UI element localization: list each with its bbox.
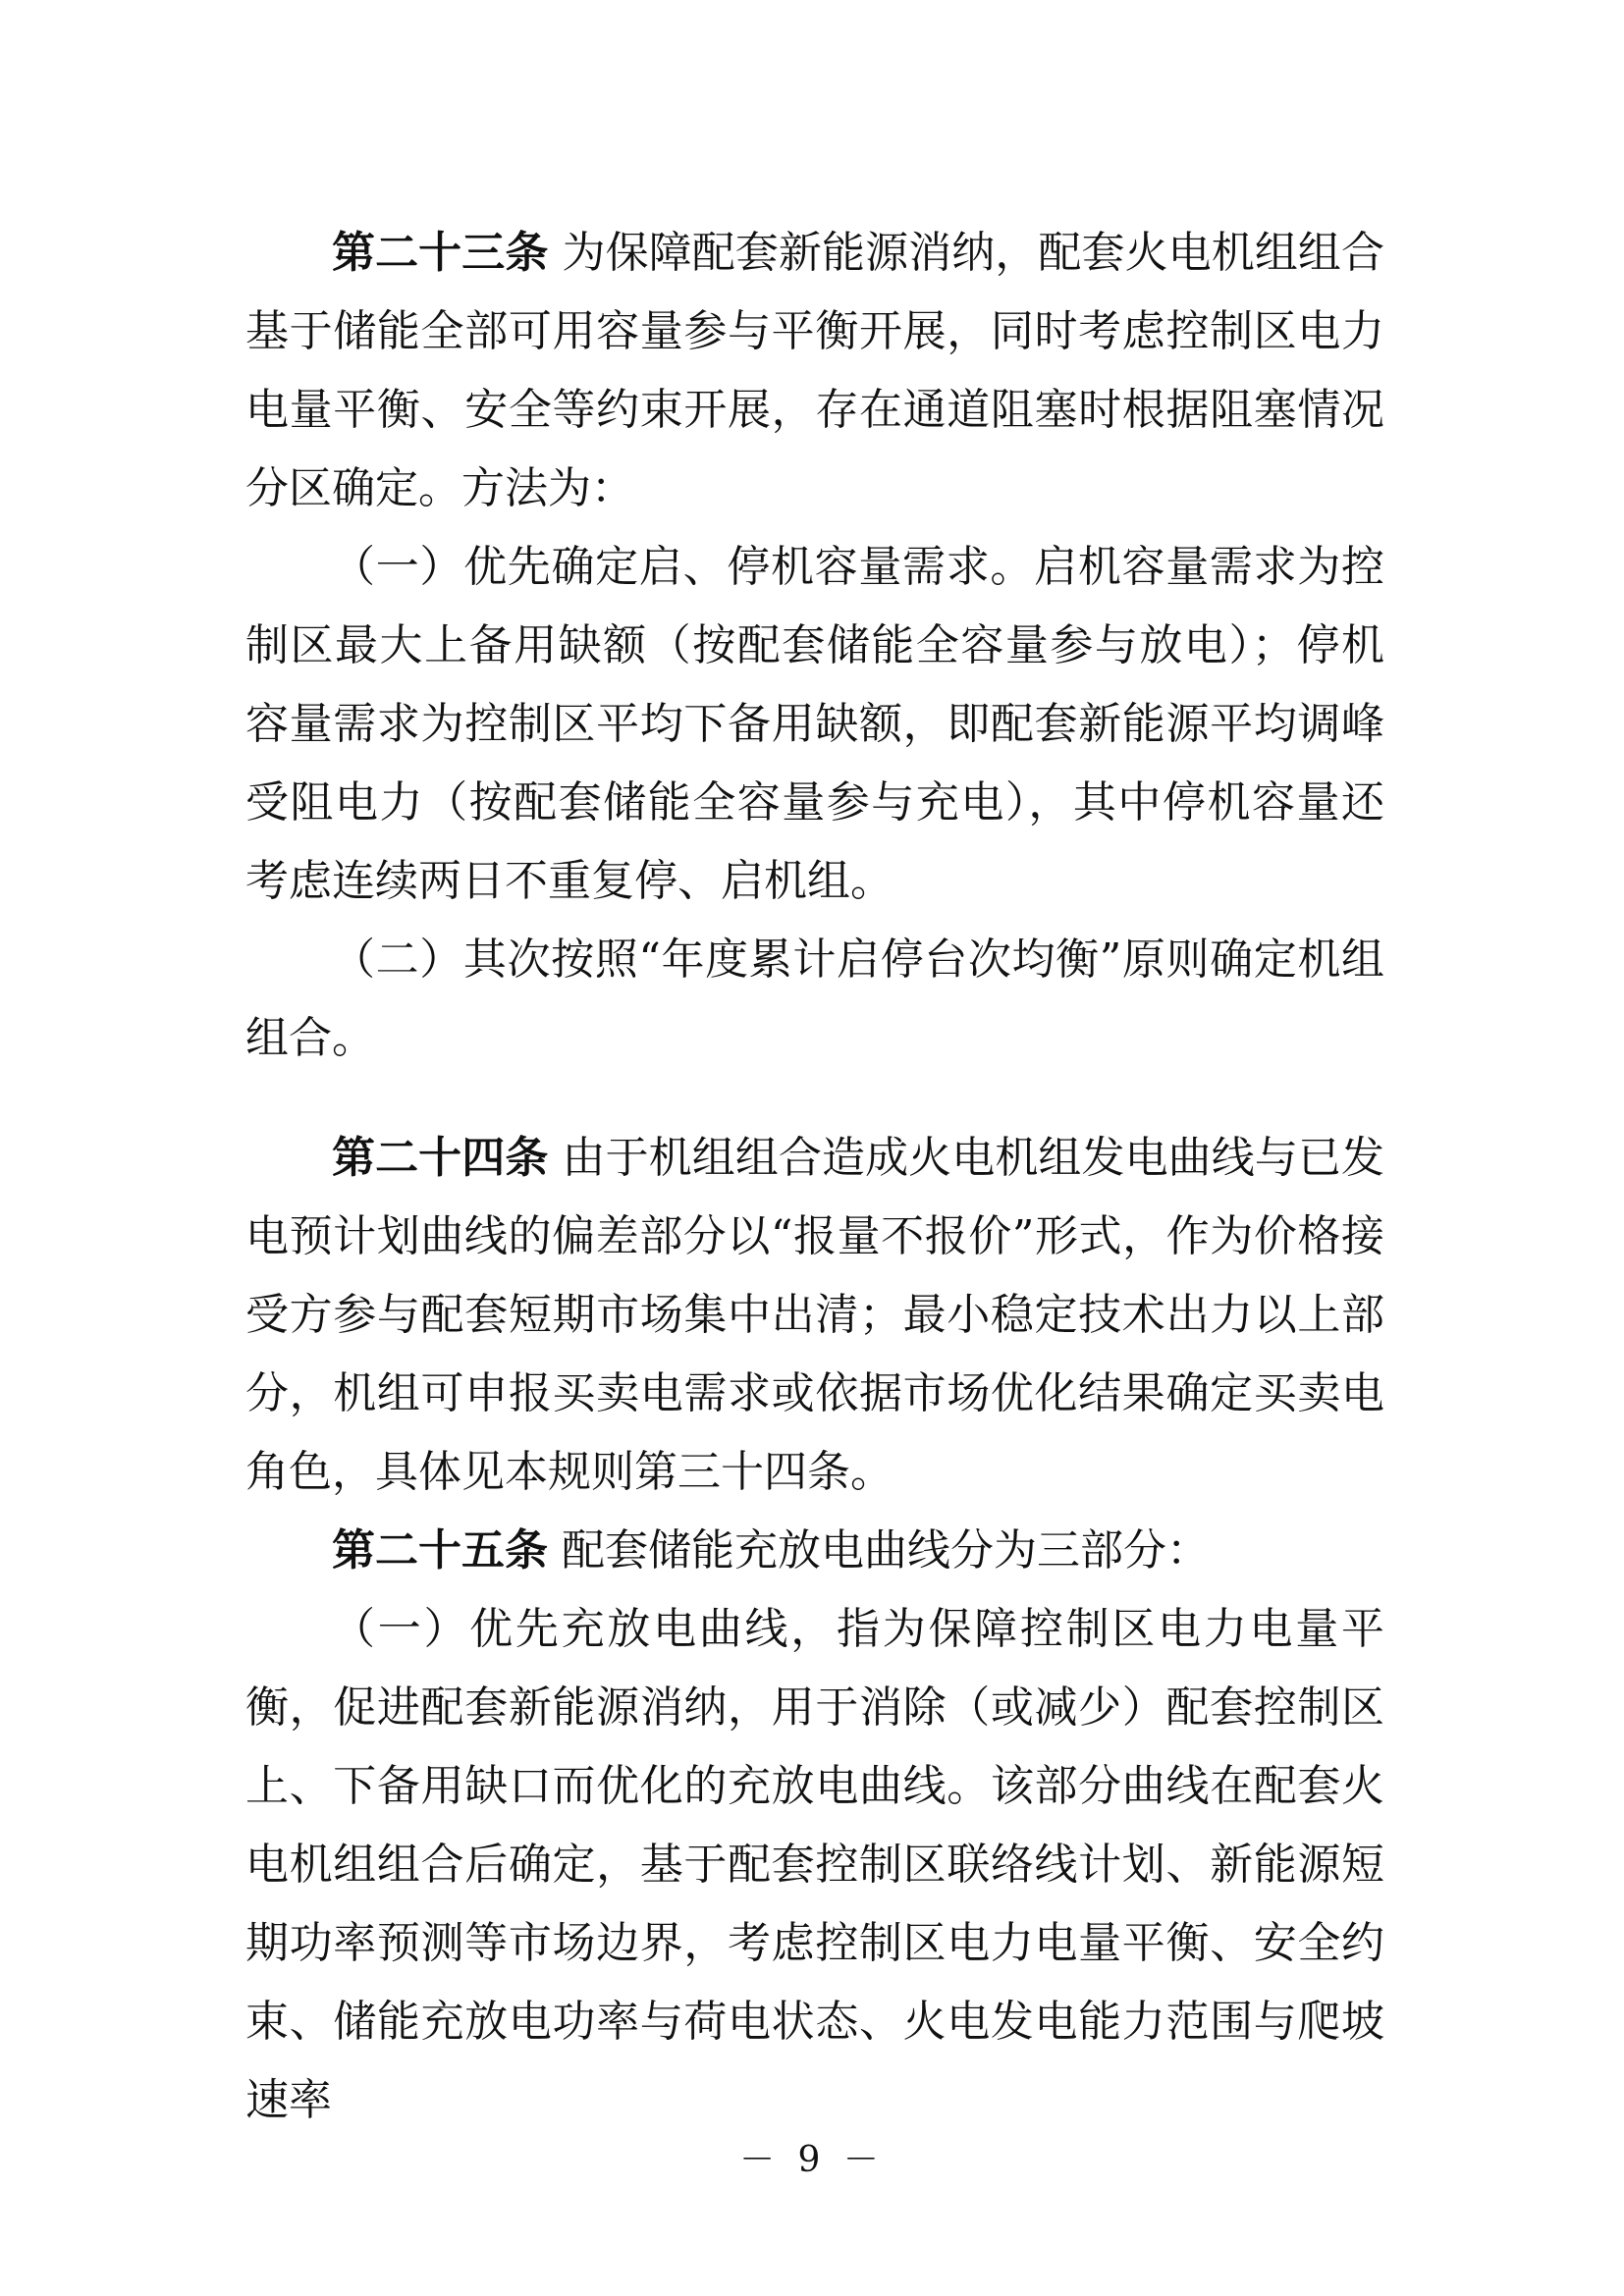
document-body (245, 214, 1384, 2140)
article-24-paragraph (245, 1119, 1384, 1512)
article-25-label: 第二十五条 (332, 1525, 548, 1575)
article-24-text: 由于机组组合造成火电机组发电曲线与已发电预计划曲线的偏差部分以“报量不报价”形式，作为价格接受方参与配套短期市场集中出清；最小稳定技术出力以上部分，机组可申报买卖电需求或依据市场优化结果确定买卖电角色，具体见本规则第三十四条。 (245, 1133, 1384, 1497)
article-23-paragraph (245, 214, 1384, 528)
article-23-text: 为保障配套新能源消纳，配套火电机组组合基于储能全部可用容量参与平衡开展，同时考虑控制区电力电量平衡、安全等约束开展，存在通道阻塞时根据阻塞情况分区确定。方法为： (245, 228, 1384, 513)
article-23-item-2: （二）其次按照“年度累计启停台次均衡”原则确定机组组合。 (245, 934, 1384, 1063)
article-25-text: 配套储能充放电曲线分为三部分： (562, 1525, 1210, 1575)
article-23-label: 第二十三条 (332, 228, 549, 278)
page-number: － 9 － (739, 2140, 885, 2180)
article-25-paragraph (245, 1512, 1384, 1590)
article-24-label: 第二十四条 (332, 1133, 549, 1183)
article-23-item-1: （一）优先确定启、停机容量需求。启机容量需求为控制区最大上备用缺额（按配套储能全容量参与放电）；停机容量需求为控制区平均下备用缺额，即配套新能源平均调峰受阻电力（按配套储能全容量参与充电），其中停机容量还考虑连续两日不重复停、启机组。 (245, 542, 1384, 906)
article-25-item-1: （一）优先充放电曲线，指为保障控制区电力电量平衡，促进配套新能源消纳，用于消除（或减少）配套控制区上、下备用缺口而优化的充放电曲线。该部分曲线在配套火电机组组合后确定，基于配套控制区联络线计划、新能源短期功率预测等市场边界，考虑控制区电力电量平衡、安全约束、储能充放电功率与荷电状态、火电发电能力范围与爬坡速率 (245, 1604, 1384, 2125)
